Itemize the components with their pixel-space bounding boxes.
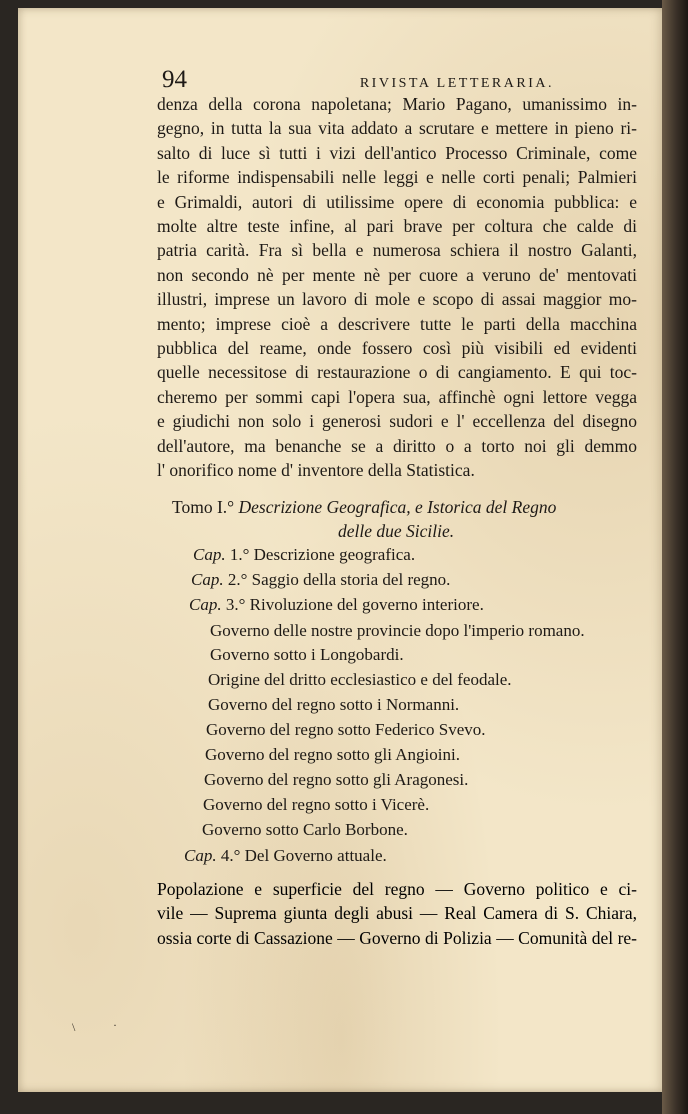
chapter-entry xyxy=(193,545,415,565)
chapter-entry xyxy=(184,846,387,866)
subsection-entry: Governo sotto i Longobardi. xyxy=(210,645,404,664)
book-binding xyxy=(662,0,688,1114)
tomo-heading xyxy=(172,495,642,519)
summary-line: Popolazione e superficie del regno — Governo politico e ci- xyxy=(157,879,637,899)
body-line: quelle necessitose di restaurazione o di cangiamento. E qui toc- xyxy=(157,362,637,383)
running-head: RIVISTA LETTERARIA. xyxy=(359,76,554,91)
chapter-summary xyxy=(157,877,637,950)
body-line: molte altre teste infine, al pari brave per coltura che calde di xyxy=(157,216,637,237)
body-line: dell'autore, ma benanche se a diritto o a torto noi gli demmo xyxy=(157,435,637,456)
page-header xyxy=(162,66,554,94)
chapter-number: 4.° xyxy=(220,846,241,865)
subsection-entry: Governo del regno sotto gli Aragonesi. xyxy=(204,770,469,789)
body-line: non secondo nè per mente nè per cuore a veruno de' mentovati xyxy=(157,264,637,285)
chapter-label: Cap. xyxy=(191,570,224,589)
subsection-entry: Governo del regno sotto gli Angioini. xyxy=(205,745,460,764)
chapter-entry xyxy=(189,595,484,615)
chapter-label: Cap. xyxy=(193,545,226,564)
stray-mark: · xyxy=(113,1018,117,1032)
summary-line: ossia corte di Cassazione — Governo di Polizia — Comunità del re- xyxy=(157,927,637,948)
tomo-title-continued: delle due Sicilie. xyxy=(338,521,455,541)
chapter-entry xyxy=(191,570,450,590)
body-paragraph xyxy=(157,92,637,483)
chapter-number: 1.° xyxy=(229,545,250,564)
subsection-entry: Governo delle nostre provincie dopo l'imperio romano. xyxy=(210,621,585,640)
chapter-label: Cap. xyxy=(184,846,217,865)
tomo-label: Tomo I.° xyxy=(172,497,235,517)
body-line: e Grimaldi, autori di utilissime opere di economia pubblica: e xyxy=(157,191,637,212)
summary-line: vile — Suprema giunta degli abusi — Real Camera di S. Chiara, xyxy=(157,903,637,924)
chapter-title: Saggio della storia del regno. xyxy=(251,570,451,589)
chapter-title: Del Governo attuale. xyxy=(244,846,387,865)
body-line: cheremo per sommi capi l'opera sua, affinchè ogni lettore vegga xyxy=(157,386,637,407)
body-line: pubblica del reame, onde fossero così più visibili ed evidenti xyxy=(157,338,637,359)
body-line: gegno, in tutta la sua vita addato a scrutare e mettere in pieno ri- xyxy=(157,118,637,139)
body-line: mento; imprese cioè a descrivere tutte le parti della macchina xyxy=(157,313,637,334)
page-number: 94 xyxy=(162,66,187,93)
subsection-entry: Governo del regno sotto Federico Svevo. xyxy=(206,720,486,739)
body-line: e giudichi non solo i generosi sudori e l' eccellenza del disegno xyxy=(157,411,637,432)
subsection-entry: Governo del regno sotto i Normanni. xyxy=(208,695,460,714)
body-line: le riforme indispensabili nelle leggi e nelle corti penali; Palmieri xyxy=(157,167,637,188)
body-line: patria carità. Fra sì bella e numerosa schiera il nostro Galanti, xyxy=(157,240,637,261)
tomo-title: Descrizione Geografica, e Istorica del Regno xyxy=(238,497,557,517)
chapter-label: Cap. xyxy=(189,595,222,614)
stray-mark: \ xyxy=(72,1020,76,1034)
subsection-entry: Governo sotto Carlo Borbone. xyxy=(202,820,408,839)
body-line: illustri, imprese un lavoro di mole e scopo di assai maggior mo- xyxy=(157,289,637,310)
subsection-entry: Origine del dritto ecclesiastico e del feodale. xyxy=(208,670,512,689)
chapter-title: Descrizione geografica. xyxy=(253,545,416,564)
body-line: salto di luce sì tutti i vizi dell'antico Processo Criminale, come xyxy=(157,142,637,163)
body-line: l' onorifico nome d' inventore della Statistica. xyxy=(157,460,475,481)
body-line: denza della corona napoletana; Mario Pagano, umanissimo in- xyxy=(157,94,637,114)
chapter-title: Rivoluzione del governo interiore. xyxy=(249,595,484,614)
chapter-number: 2.° xyxy=(227,570,248,589)
chapter-number: 3.° xyxy=(225,595,246,614)
subsection-entry: Governo del regno sotto i Vicerè. xyxy=(203,795,430,814)
